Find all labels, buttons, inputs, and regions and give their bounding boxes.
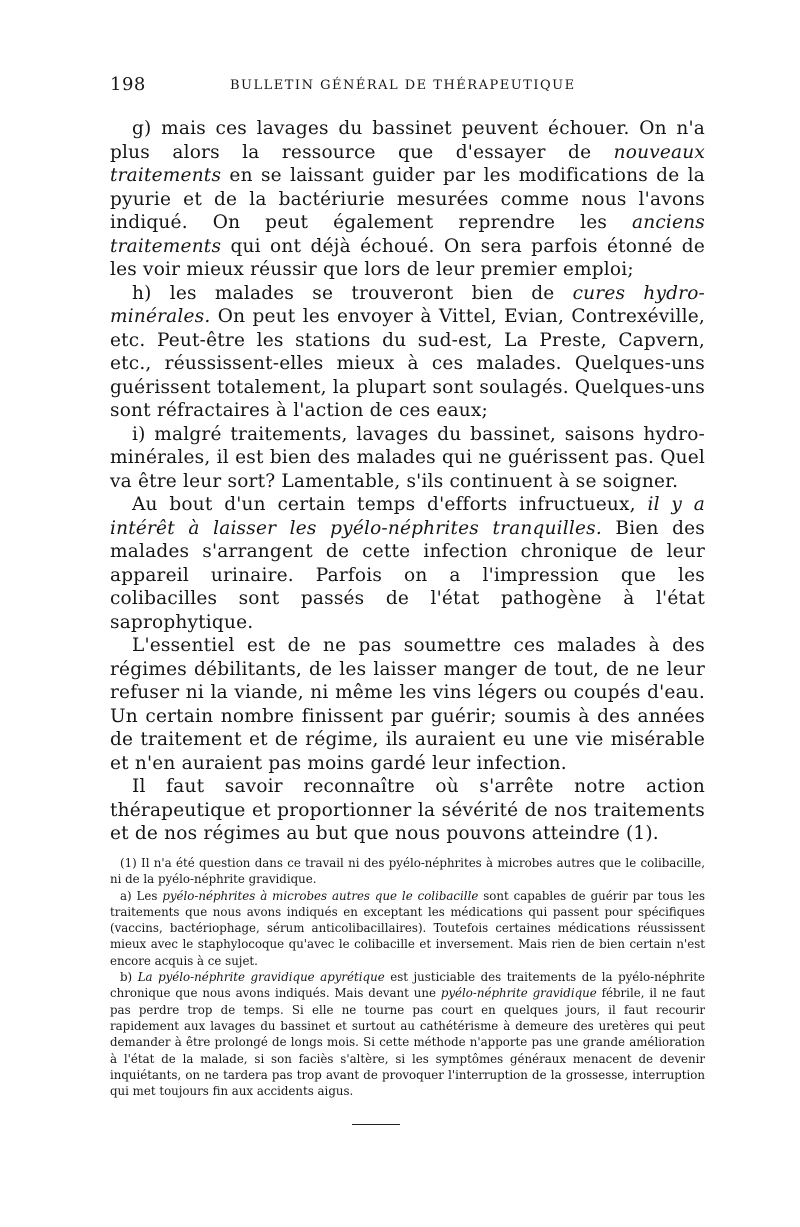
running-title: BULLETIN GÉNÉRAL DE THÉRAPEUTIQUE [230,78,576,93]
paragraph-h-text-1: h) les malades se trouveront bien de [132,282,573,304]
paragraph-g [110,117,705,282]
paragraph-4 [110,493,705,634]
page-header [110,74,710,104]
paragraph-4-text-1: Au bout d'un certain temps d'efforts infructueux, [132,494,648,515]
paragraph-g-emphasis-1: nouveaux traitements [110,141,705,186]
footnote-a-emphasis: pyélo-néphrites à microbes autres que le colibacille [162,888,479,903]
paragraph-h [110,282,705,423]
footnote-b-emphasis-2: pyélo-néphrite gravidique [440,986,597,1001]
footnote-b-emphasis-1: La pyélo-néphrite gravidique apyrétique [137,970,385,985]
main-text [110,117,705,846]
paragraph-4-emphasis: il y a intérêt à laisser les pyélo-néphrites tranquilles. [110,494,705,539]
paragraph-h-text-2: On peut les envoyer à Vittel, Evian, Contrexéville, etc. Peut-être les stations du sud-est, La Preste, Capvern, etc., réussissent-elles mieux à ces malades. Quelques-uns guérissent totalement, la plupart sont soulagés. Quelques-uns sont réfractaires à l'action de ces eaux; [110,306,705,421]
footnote-a [110,888,705,969]
footnotes [110,855,705,1099]
paragraph-h-emphasis: cures hydro-minérales. [110,282,705,327]
footnote-b-text-3: fébrile, il ne faut pas perdre trop de temps. Si elle ne tourne pas court en quelques jours, il faut recourir rapidement aux lavages du bassinet et surtout au cathétérisme à demeure des uretères qui peut demander à être prolongé de longs mois. Si cette méthode n'apporte pas une grande amélioration à l'état de la malade, si son faciès s'altère, si les symptômes généraux menacent de devenir inquiétants, on ne tardera pas trop avant de provoquer l'interruption de la grossesse, interruption qui met toujours fin aux accidents aigus. [110,986,705,1099]
footnote-b [110,969,705,1099]
paragraph-6: Il faut savoir reconnaître où s'arrête notre action thérapeutique et proportionner la sévérité de nos traitements et de nos régimes au but que nous pouvons atteindre (1). [110,776,705,844]
footnote-b-text-2: est justiciable des traitements de la pyélo-néphrite chronique que nous avons indiqués. Mais devant une [110,970,705,1001]
paragraph-g-text-1: g) mais ces lavages du bassinet peuvent échouer. On n'a plus alors la ressource que d'essayer de [110,118,705,163]
footnote-a-text-1: a) Les [120,888,163,903]
paragraph-g-text-3: qui ont déjà échoué. On sera parfois étonné de les voir mieux réussir que lors de leur premier emploi; [110,235,705,280]
paragraph-5: L'essentiel est de ne pas soumettre ces malades à des régimes débilitants, de les laisser manger de tout, de ne leur refuser ni la viande, ni même les vins légers ou coupés d'eau. Un certain nombre finissent par guérir; soumis à des années de traitement et de régime, ils auraient eu une vie misérable et n'en auraient pas moins gardé leur infection. [110,635,705,774]
footnote-a-text-2: sont capables de guérir par tous les traitements que nous avons indiqués en exceptant les médications qui passent pour spécifiques (vaccins, bactériophage, sérum anticolibacillaires). Toutefois certaines médications réussissent mieux avec le staphylocoque qu'avec le colibacille et inversement. Mais rien de bien certain n'est encore acquis à ce sujet. [110,888,705,968]
footnote-1: (1) Il n'a été question dans ce travail ni des pyélo-néphrites à microbes autres que le colibacille, ni de la pyélo-néphrite gravidique. [110,856,705,887]
end-rule [352,1124,400,1125]
paragraph-4-text-2: Bien des malades s'arrangent de cette infection chronique de leur appareil urinaire. Parfois on a l'impression que les colibacilles sont passés de l'état pathogène à l'état saprophytique. [110,517,705,633]
footnote-b-text-1: b) [120,970,138,985]
paragraph-g-text-2: en se laissant guider par les modifications de la pyurie et de la bactériurie mesurées comme nous l'avons indiqué. On peut également reprendre les [110,165,705,233]
paragraph-g-emphasis-2: anciens traitements [110,212,705,257]
paragraph-i: i) malgré traitements, lavages du bassinet, saisons hydro-minérales, il est bien des malades qui ne guérissent pas. Quel va être leur sort? Lamentable, s'ils continuent à se soigner. [110,423,705,492]
page-number: 198 [110,74,146,95]
